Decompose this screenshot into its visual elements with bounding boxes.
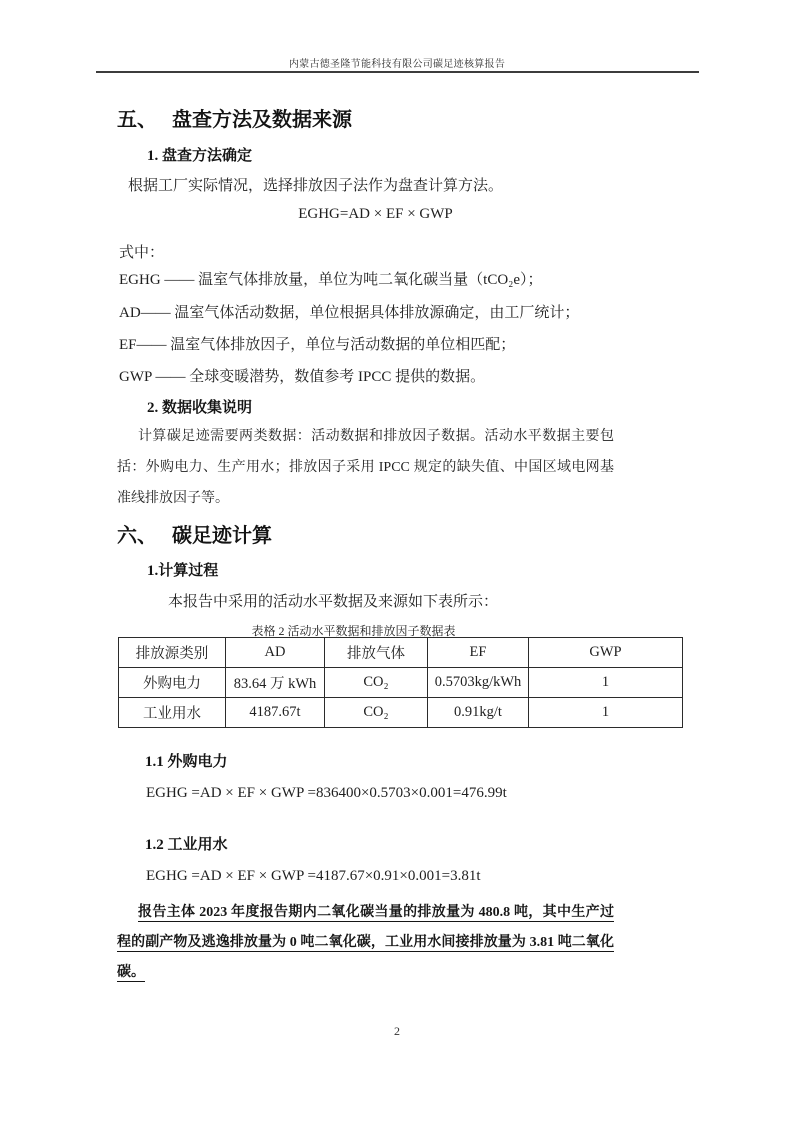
table-header-row [119,638,683,668]
formula-electricity: EGHG =AD × EF × GWP =836400×0.5703×0.001=476.99t [146,785,507,801]
table-header-cell: EF [428,638,529,668]
table-header-cell: 排放源类别 [119,638,226,668]
table-cell: CO₂ [325,698,428,728]
formula-water: EGHG =AD × EF × GWP =4187.67×0.91×0.001=3.81t [146,868,481,884]
section-5-number: 五、 [117,109,157,131]
table-cell: 4187.67t [226,698,325,728]
section-6-number: 六、 [117,525,157,547]
formula-main: EGHG=AD × EF × GWP [298,206,453,222]
subsection-calc-process-title: 1.计算过程 [147,563,219,579]
table-header-cell: AD [226,638,325,668]
paragraph-method: 根据工厂实际情况，选择排放因子法作为盘查计算方法。 [128,178,504,194]
section-5-heading [117,103,352,132]
subsection-method-title: 1. 盘查方法确定 [147,148,253,164]
activity-data-table [118,637,683,728]
page-number: 2 [394,1024,400,1038]
section-5-title: 盘查方法及数据来源 [172,109,352,131]
conclusion-paragraph: 报告主体 2023 年度报告期内二氧化碳当量的排放量为 480.8 吨，其中生产过程的副产物及逃逸排放量为 0 吨二氧化碳，工业用水间接排放量为 3.81 吨二氧化碳。 [117,905,614,980]
table-cell: 工业用水 [119,698,226,728]
page-header-title: 内蒙古德圣隆节能科技有限公司碳足迹核算报告 [288,59,506,70]
subsection-water-title: 1.2 工业用水 [145,837,228,853]
paragraph-data-collection: 计算碳足迹需要两类数据：活动数据和排放因子数据。活动水平数据主要包括：外购电力、生产用水；排放因子采用 IPCC 规定的缺失值、中国区域电网基准线排放因子等。 [117,429,614,506]
definition-ef: EF—— 温室气体排放因子，单位与活动数据的单位相匹配； [119,337,516,353]
table-cell: 0.5703kg/kWh [428,668,529,698]
table-header-cell: 排放气体 [325,638,428,668]
subsection-data-collection-title: 2. 数据收集说明 [147,400,253,416]
section-6-heading [117,519,272,548]
table-caption: 表格 2 活动水平数据和排放因子数据表 [251,624,456,638]
table-row [119,668,683,698]
table-cell: 83.64 万 kWh [226,668,325,698]
table-header-cell: GWP [529,638,683,668]
section-6-title: 碳足迹计算 [172,525,272,547]
subsection-electricity-title: 1.1 外购电力 [145,754,228,770]
table-cell: CO₂ [325,668,428,698]
table-row [119,698,683,728]
header-rule [96,71,699,73]
definition-ad: AD—— 温室气体活动数据，单位根据具体排放源确定，由工厂统计； [119,305,580,321]
definition-eghg: EGHG —— 温室气体排放量，单位为吨二氧化碳当量（tCO₂e）； [119,272,543,288]
where-label: 式中： [119,245,165,261]
table-cell: 1 [529,668,683,698]
table-cell: 1 [529,698,683,728]
table-cell: 外购电力 [119,668,226,698]
table-cell: 0.91kg/t [428,698,529,728]
paragraph-table-intro: 本报告中采用的活动水平数据及来源如下表所示： [168,594,499,610]
definition-gwp: GWP —— 全球变暖潜势，数值参考 IPCC 提供的数据。 [119,369,486,385]
